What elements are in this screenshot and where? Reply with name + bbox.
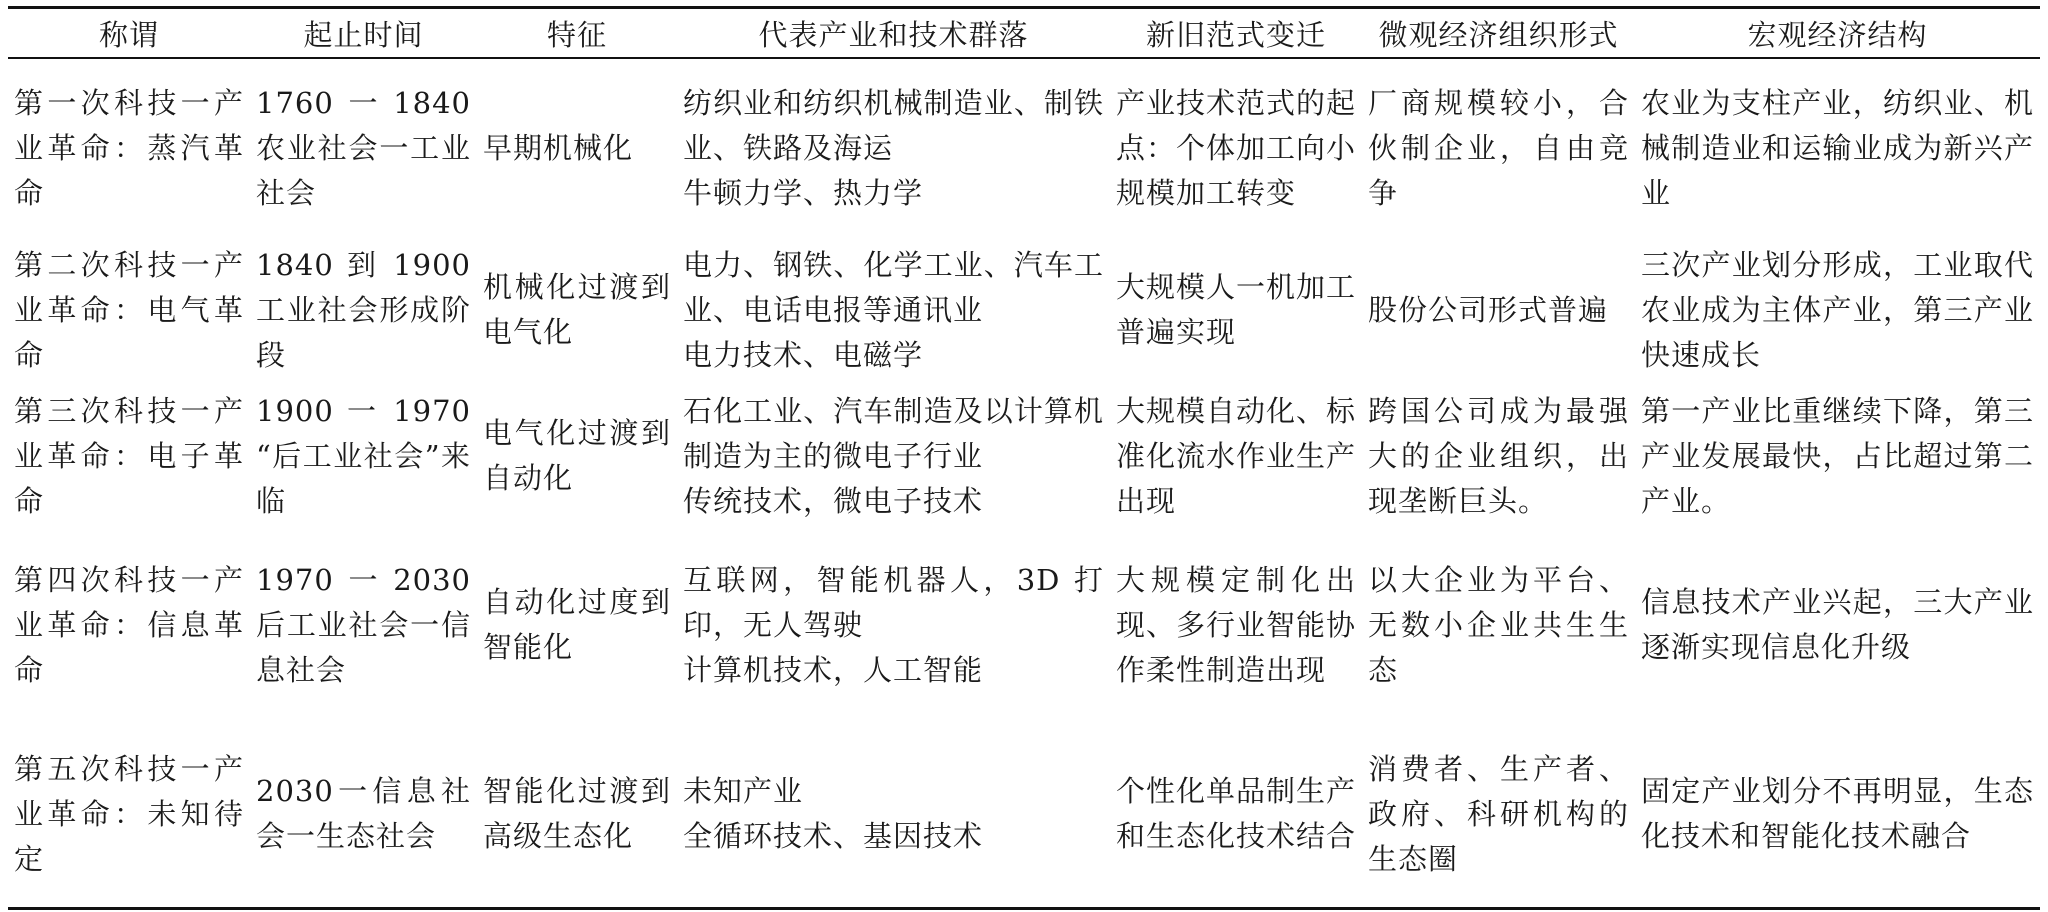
header-micro: 微观经济组织形式 [1362, 8, 1635, 59]
cell-technology: 全循环技术、基因技术 [683, 819, 984, 853]
cell-paradigm: 个性化单品制生产和生态化技术结合 [1110, 721, 1362, 909]
cell-period: 1760一1840 农业社会一工业社会 [256, 85, 471, 210]
header-period: 起止时间 [250, 8, 477, 59]
cell-name: 第一次科技一产业革命：蒸汽革命 [14, 85, 244, 210]
cell-feature: 机械化过渡到电气化 [483, 270, 671, 349]
cell-industries: 互联网，智能机器人，3D 打印，无人驾驶 [683, 562, 1104, 642]
cell-paradigm: 大规模定制化出现、多行业智能协作柔性制造出现 [1116, 562, 1357, 687]
cell-name: 第五次科技一产业革命：未知待定 [8, 721, 250, 909]
cell-technology: 电力技术、电磁学 [683, 337, 924, 372]
table-row [8, 58, 2040, 237]
cell-period: 2030一信息社会一生态社会 [250, 721, 477, 909]
cell-macro: 三次产业划分形成，工业取代农业成为主体产业，第三产业快速成长 [1641, 247, 2034, 372]
table-row [8, 383, 2040, 529]
cell-micro: 消费者、生产者、政府、科研机构的生态圈 [1362, 721, 1635, 909]
cell-micro: 厂商规模较小，合伙制企业，自由竞争 [1368, 85, 1629, 210]
cell-feature: 电气化过渡到自动化 [483, 416, 671, 495]
cell-industries-technology [677, 58, 1110, 237]
header-row [8, 8, 2040, 59]
table-row [8, 237, 2040, 383]
table-row [8, 721, 2040, 909]
header-industries: 代表产业和技术群落 [677, 8, 1110, 59]
cell-micro: 跨国公司成为最强大的企业组织，出现垄断巨头。 [1368, 393, 1629, 518]
cell-period: 1900 一 1970 “后工业社会”来临 [256, 393, 471, 518]
cell-macro: 第一产业比重继续下降，第三产业发展最快，占比超过第二产业。 [1641, 393, 2034, 518]
cell-name: 第三次科技一产业革命：电子革命 [14, 393, 244, 518]
cell-macro: 信息技术产业兴起，三大产业逐渐实现信息化升级 [1641, 585, 2034, 664]
cell-micro: 股份公司形式普遍 [1368, 292, 1609, 327]
cell-macro: 固定产业划分不再明显，生态化技术和智能化技术融合 [1635, 721, 2040, 909]
header-macro: 宏观经济结构 [1635, 8, 2040, 59]
cell-period: 1840 到 1900 工业社会形成阶段 [256, 247, 471, 372]
cell-technology: 传统技术，微电子技术 [683, 483, 984, 518]
cell-technology: 计算机技术，人工智能 [683, 652, 984, 687]
cell-industries-technology [677, 237, 1110, 383]
table-row [8, 529, 2040, 721]
header-feature: 特征 [477, 8, 677, 59]
cell-paradigm: 大规模自动化、标准化流水作业生产出现 [1116, 393, 1357, 518]
header-paradigm: 新旧范式变迁 [1110, 8, 1362, 59]
cell-industries: 未知产业 [683, 774, 804, 808]
cell-feature: 早期机械化 [483, 130, 634, 165]
cell-industries: 纺织业和纺织机械制造业、制铁业、铁路及海运 [683, 85, 1104, 165]
cell-period: 1970一2030 后工业社会一信息社会 [256, 562, 471, 687]
cell-paradigm: 产业技术范式的起点：个体加工向小规模加工转变 [1116, 85, 1357, 210]
cell-micro: 以大企业为平台、无数小企业共生生态 [1368, 562, 1629, 687]
cell-industries: 电力、钢铁、化学工业、汽车工业、电话电报等通讯业 [683, 247, 1104, 327]
cell-feature: 自动化过度到智能化 [483, 585, 671, 664]
cell-industries: 石化工业、汽车制造及以计算机制造为主的微电子行业 [683, 393, 1104, 473]
revolution-table [8, 6, 2040, 910]
cell-paradigm: 大规模人一机加工普遍实现 [1116, 270, 1357, 349]
cell-industries-technology [677, 383, 1110, 529]
cell-name: 第二次科技一产业革命：电气革命 [14, 247, 244, 372]
cell-technology: 牛顿力学、热力学 [683, 175, 924, 210]
cell-name: 第四次科技一产业革命：信息革命 [14, 562, 244, 687]
cell-industries-technology [677, 721, 1110, 909]
cell-macro: 农业为支柱产业，纺织业、机械制造业和运输业成为新兴产业 [1641, 85, 2034, 210]
cell-feature: 智能化过渡到高级生态化 [477, 721, 677, 909]
header-name: 称谓 [8, 8, 250, 59]
cell-industries-technology [677, 529, 1110, 721]
